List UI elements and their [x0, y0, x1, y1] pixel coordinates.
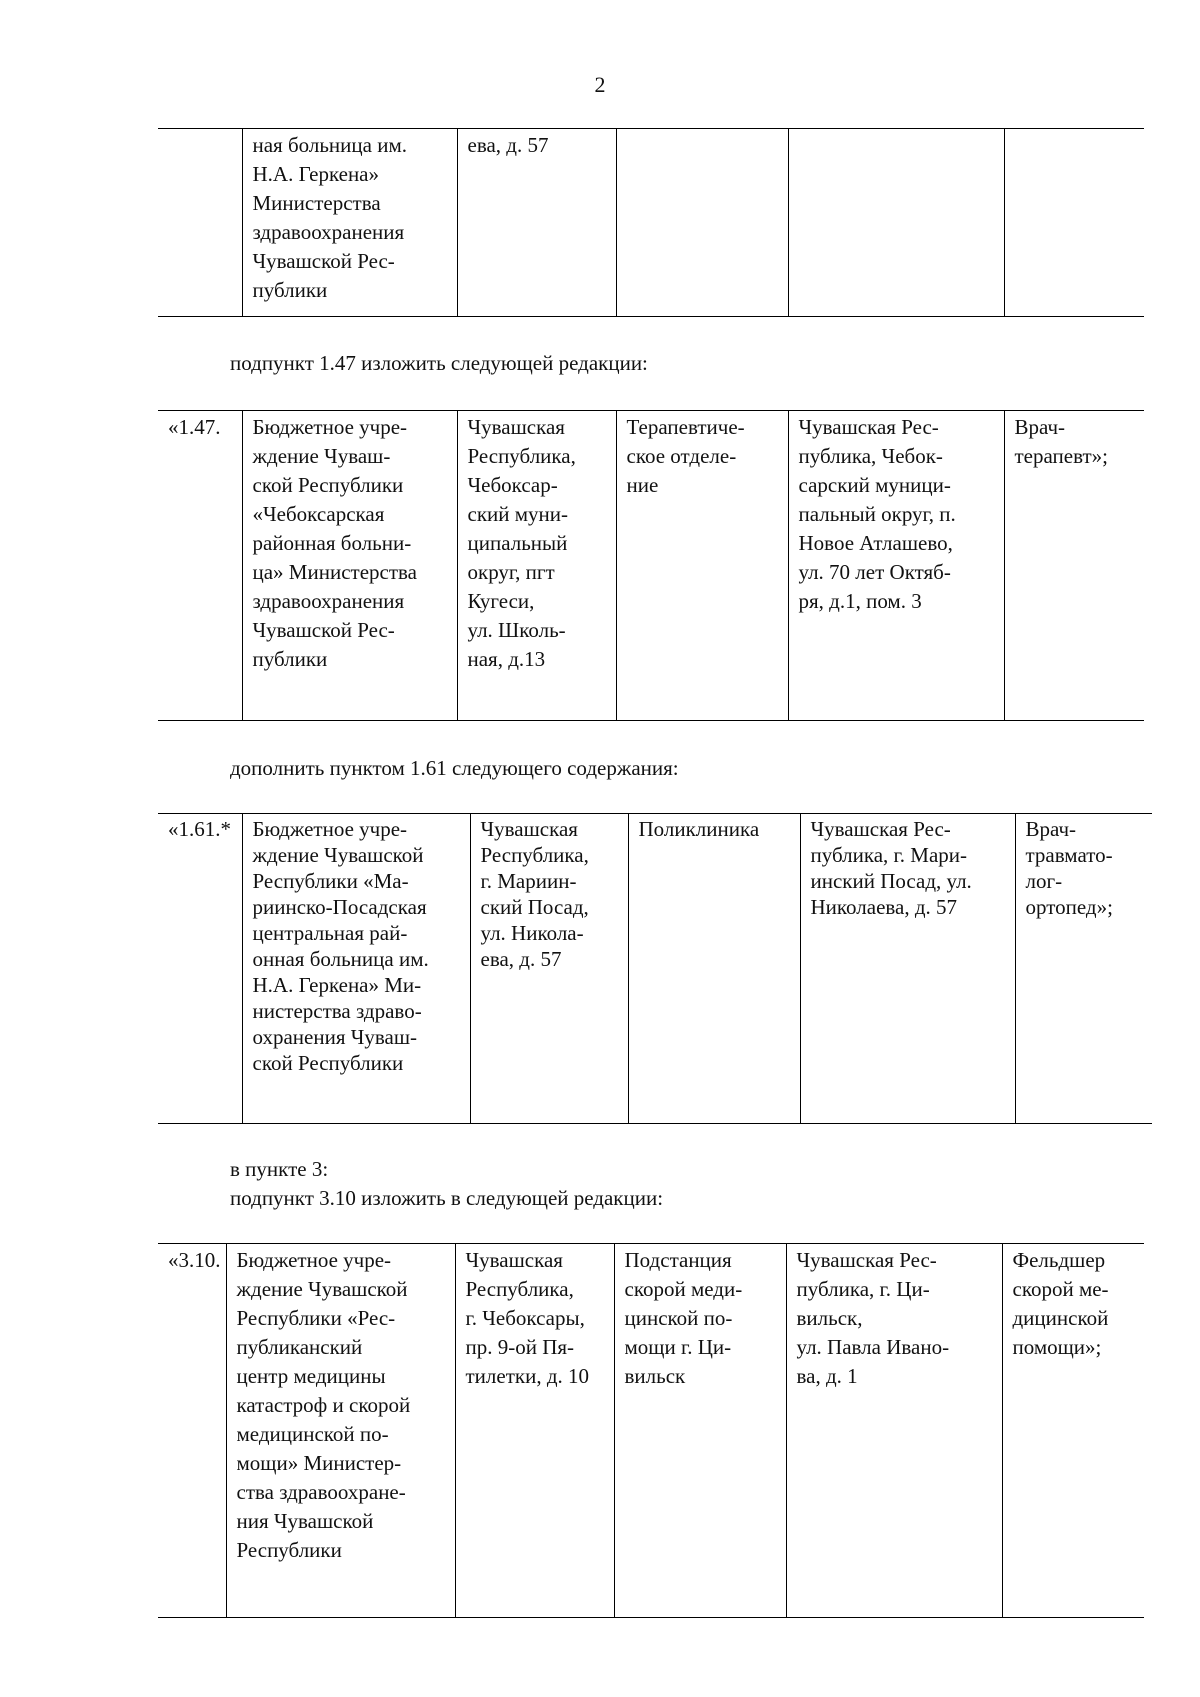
table-3-10	[158, 1243, 1144, 1618]
table-cell	[1004, 129, 1144, 317]
paragraph-1-61: дополнить пунктом 1.61 следующего содержания:	[230, 756, 679, 780]
table-row	[158, 1244, 1144, 1618]
paragraph-1-47: подпункт 1.47 изложить следующей редакции:	[230, 351, 648, 375]
table-cell	[616, 129, 788, 317]
table-cell: ева, д. 57	[457, 129, 616, 317]
table-cell: Чувашская Рес- публика, Чебок- сарский муници- пальный округ, п. Новое Атлашево, ул. 70 лет Октяб- ря, д.1, пом. 3	[788, 411, 1004, 721]
table-cell: Поликлиника	[628, 814, 800, 1124]
table-cell: Подстанция скорой меди- цинской по- мощи г. Ци- вильск	[614, 1244, 786, 1618]
table-cell: Чувашская Республика, Чебоксар- ский муни- ципальный округ, пгт Кугеси, ул. Школь- ная, д.13	[457, 411, 616, 721]
table-cell: Чувашская Рес- публика, г. Мари- инский Посад, ул. Николаева, д. 57	[800, 814, 1015, 1124]
table-cell: «1.47.	[158, 411, 242, 721]
table-cell: «1.61.*	[158, 814, 242, 1124]
table-1-61	[158, 813, 1152, 1124]
table-cell: Бюджетное учре- ждение Чувашской Республики «Рес- публиканский центр медицины катастроф и скорой медицинской по- мощи» Министер- ства здравоохране- ния Чувашской Республики	[226, 1244, 455, 1618]
table-cell	[788, 129, 1004, 317]
paragraph-point-3: в пункте 3:	[230, 1157, 329, 1181]
table-continuation	[158, 128, 1144, 317]
table-row	[158, 814, 1152, 1124]
table-cell: Бюджетное учре- ждение Чуваш- ской Республики «Чебоксарская районная больни- ца» Министерства здравоохранения Чувашской Рес- публики	[242, 411, 457, 721]
table-cell: Фельдшер скорой ме- дицинской помощи»;	[1002, 1244, 1144, 1618]
table-cell: Бюджетное учре- ждение Чувашской Республики «Ма- риинско-Посадская центральная рай- онная больница им. Н.А. Геркена» Ми- нистерства здраво- охранения Чуваш- ской Республики	[242, 814, 470, 1124]
table-cell: Врач- терапевт»;	[1004, 411, 1144, 721]
page-number: 2	[594, 72, 606, 97]
table-1-47	[158, 410, 1144, 721]
table-cell: ная больница им. Н.А. Геркена» Министерства здравоохранения Чувашской Рес- публики	[242, 129, 457, 317]
table-row	[158, 411, 1144, 721]
table-cell: Чувашская Республика, г. Мариин- ский Посад, ул. Никола- ева, д. 57	[470, 814, 628, 1124]
table-cell: Врач- травмато- лог- ортопед»;	[1015, 814, 1152, 1124]
table-row	[158, 129, 1144, 317]
paragraph-3-10: подпункт 3.10 изложить в следующей редакции:	[230, 1186, 664, 1210]
table-cell: Чувашская Республика, г. Чебоксары, пр. 9-ой Пя- тилетки, д. 10	[455, 1244, 614, 1618]
table-cell: Чувашская Рес- публика, г. Ци- вильск, ул. Павла Ивано- ва, д. 1	[786, 1244, 1002, 1618]
table-cell: Терапевтиче- ское отделе- ние	[616, 411, 788, 721]
table-cell: «3.10.	[158, 1244, 226, 1618]
table-cell	[158, 129, 242, 317]
